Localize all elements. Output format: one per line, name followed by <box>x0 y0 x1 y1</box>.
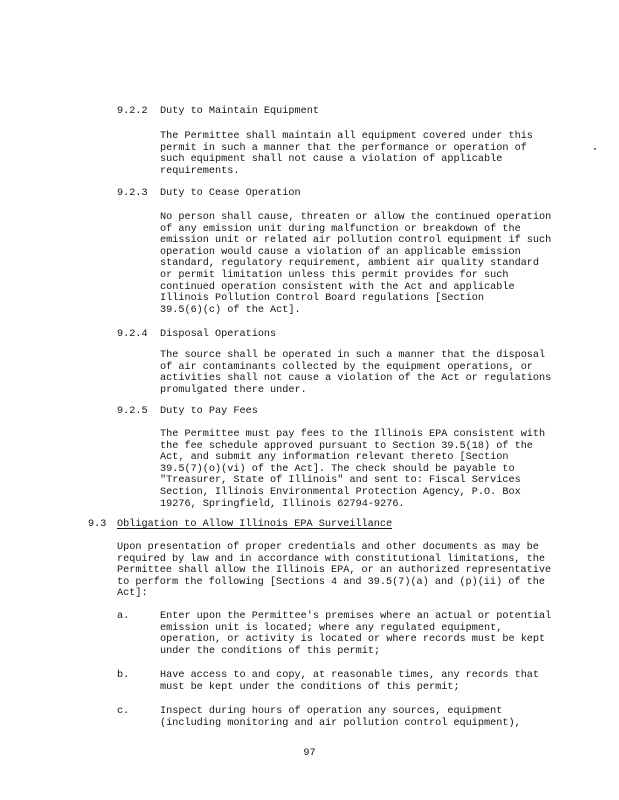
section-body: The source shall be operated in such a manner that the disposal of air contaminants collected by the equipment operations, or activities shall not cause a violation of the Act or regulations promulgated there under. <box>160 350 552 396</box>
section-heading: Obligation to Allow Illinois EPA Surveillance <box>117 519 393 530</box>
section-heading: Disposal Operations <box>160 329 277 340</box>
list-item-text: Have access to and copy, at reasonable times, any records that must be kept under the conditions of this permit; <box>160 670 540 693</box>
section-number: 9.2.3 <box>117 188 148 199</box>
list-item-label: b. <box>117 670 130 681</box>
section-number: 9.3 <box>88 519 107 530</box>
list-item-text: Enter upon the Permittee's premises where an actual or potential emission unit is located; where any regulated equipment, operation, or activity is located or where records must be kept under the conditions of this permit; <box>160 611 552 657</box>
list-item-label: a. <box>117 611 130 622</box>
section-body: Upon presentation of proper credentials and other documents as may be required by law and in accordance with constitutional limitations, the Permittee shall allow the Illinois EPA, or an authorized representative to perform the following [Sections 4 and 39.5(7)(a) and (p)(ii) of the Act]: <box>117 542 552 600</box>
page-number: 97 <box>303 748 316 759</box>
section-heading: Duty to Pay Fees <box>160 406 258 417</box>
section-body: The Permittee must pay fees to the Illinois EPA consistent with the fee schedule approved pursuant to Section 39.5(18) of the Act, and submit any information relevant thereto [Section 39.5(7)(o)(vi) of the Act]. The check should be payable to "Treasurer, State of Illinois" and sent to: Fiscal Services Section, Illinois Environmental Protection Agency, P.O. Box 19276, Springfield, Illinois 62794-9276. <box>160 429 546 510</box>
section-number: 9.2.2 <box>117 106 148 117</box>
section-heading: Duty to Maintain Equipment <box>160 106 319 117</box>
section-heading: Duty to Cease Operation <box>160 188 301 199</box>
section-body: The Permittee shall maintain all equipment covered under this permit in such a manner that the performance or operation of such equipment shall not cause a violation of applicable requirements. <box>160 131 533 177</box>
list-item-text: Inspect during hours of operation any sources, equipment (including monitoring and air pollution control equipment), <box>160 706 521 729</box>
scan-speck <box>594 148 596 150</box>
section-number: 9.2.4 <box>117 329 148 340</box>
list-item-label: c. <box>117 706 130 717</box>
section-number: 9.2.5 <box>117 406 148 417</box>
section-body: No person shall cause, threaten or allow the continued operation of any emission unit during malfunction or breakdown of the emission unit or related air pollution control equipment if such operation would cause a violation of an applicable emission standard, regulatory requirement, ambient air quality standard or permit limitation unless this permit provides for such continued operation consistent with the Act and applicable Illinois Pollution Control Board regulations [Section 39.5(6)(c) of the Act]. <box>160 212 552 316</box>
